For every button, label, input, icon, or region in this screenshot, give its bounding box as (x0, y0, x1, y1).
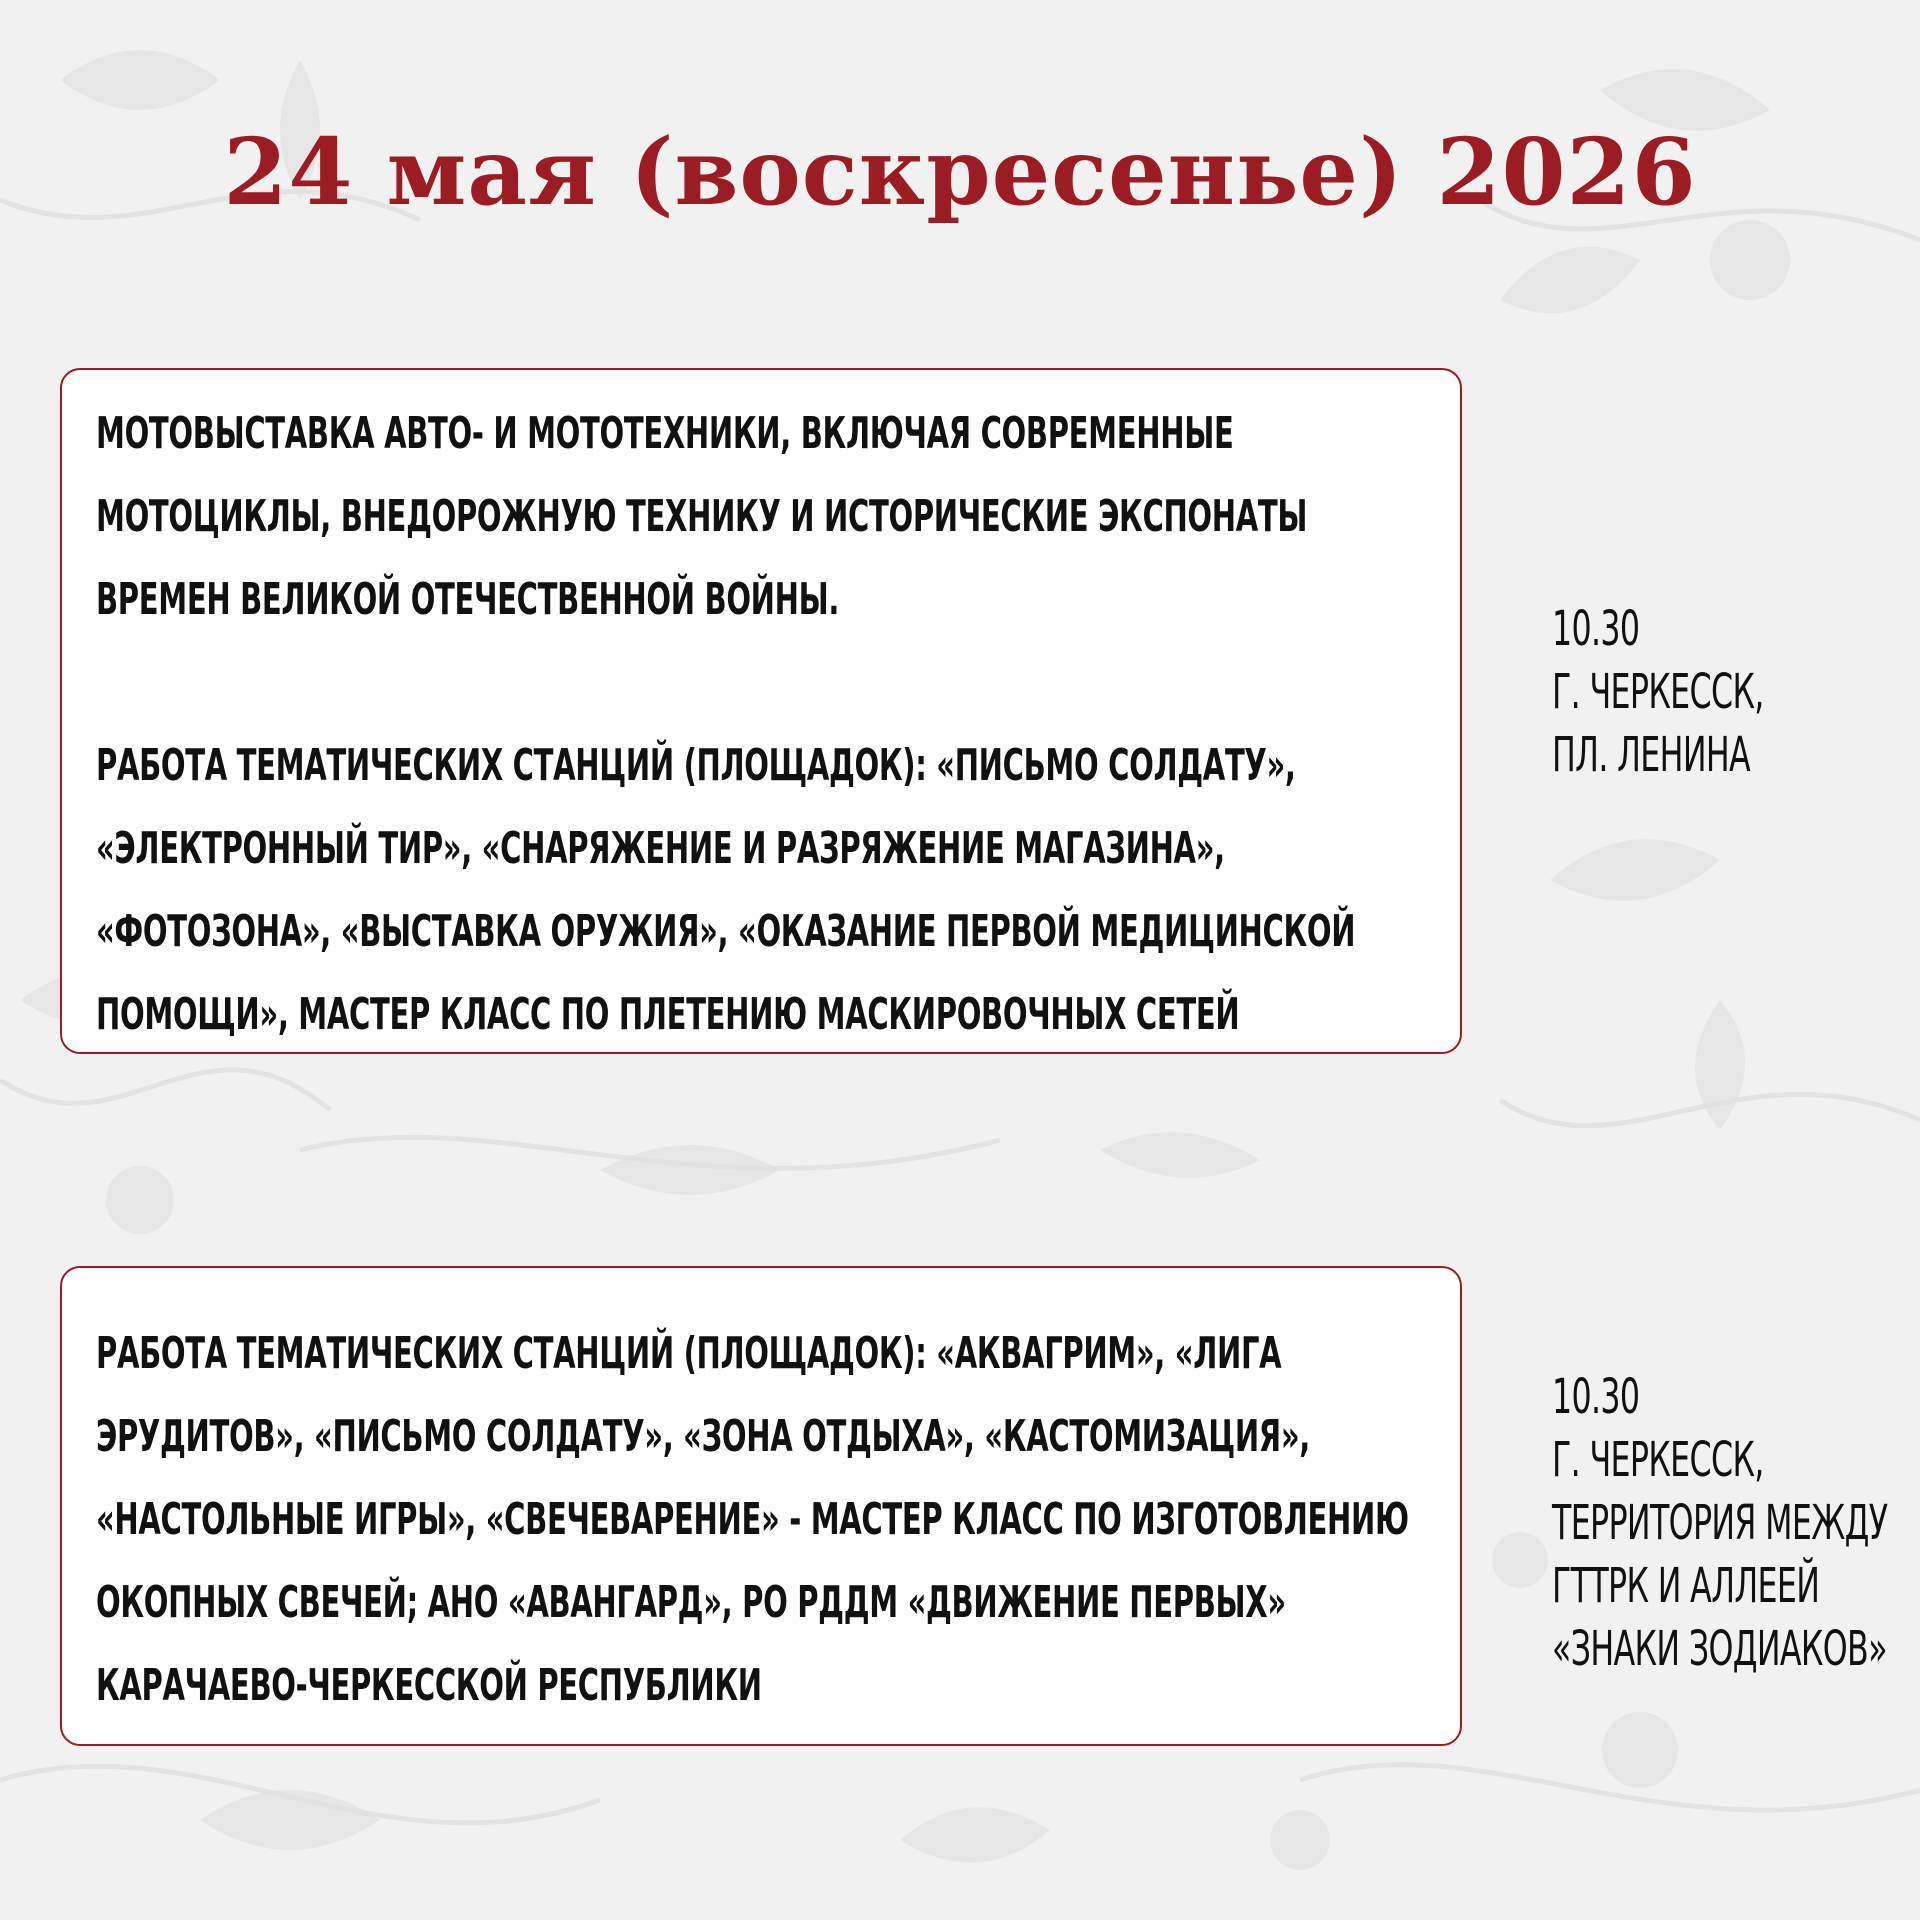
page-title: 24 мая (воскресенье) 2026 (223, 118, 1697, 226)
event-2-info (1552, 1366, 1908, 1681)
event-2-description-1: РАБОТА ТЕМАТИЧЕСКИХ СТАНЦИЙ (ПЛОЩАДОК): «АКВАГРИМ», «ЛИГА ЭРУДИТОВ», «ПИСЬМО СОЛДАТУ», «ЗОНА ОТДЫХА», «КАСТОМИЗАЦИЯ», «НАСТОЛЬНЫЕ ИГРЫ», «СВЕЧЕВАРЕНИЕ» - МАСТЕР КЛАСС ПО ИЗГОТОВЛЕНИЮ ОКОПНЫХ СВЕЧЕЙ; АНО «АВАНГАРД», РО РДДМ «ДВИЖЕНИЕ ПЕРВЫХ» КАРАЧАЕВО-ЧЕРКЕССКОЙ РЕСПУБЛИКИ (96, 1328, 1409, 1711)
event-1-time: 10.30 (1552, 601, 1640, 657)
event-card-1 (60, 368, 1462, 1054)
event-2-location-line: ТЕРРИТОРИЯ МЕЖДУ (1552, 1495, 1888, 1551)
event-1-description-1: МОТОВЫСТАВКА АВТО- И МОТОТЕХНИКИ, ВКЛЮЧАЯ СОВРЕМЕННЫЕ МОТОЦИКЛЫ, ВНЕДОРОЖНУЮ ТЕХНИКУ И ИСТОРИЧЕСКИЕ ЭКСПОНАТЫ ВРЕМЕН ВЕЛИКОЙ ОТЕЧЕСТВЕННОЙ ВОЙНЫ. (96, 408, 1308, 625)
event-2-time: 10.30 (1552, 1369, 1640, 1425)
event-2-location-line: ГТТРК И АЛЛЕЕЙ (1552, 1558, 1820, 1614)
event-2-location-line: Г. ЧЕРКЕССК, (1552, 1432, 1764, 1488)
event-1-location-line: Г. ЧЕРКЕССК, (1552, 664, 1764, 720)
event-2-location-line: «ЗНАКИ ЗОДИАКОВ» (1552, 1621, 1887, 1677)
event-1-location-line: ПЛ. ЛЕНИНА (1552, 727, 1751, 783)
event-1-description-2: РАБОТА ТЕМАТИЧЕСКИХ СТАНЦИЙ (ПЛОЩАДОК): «ПИСЬМО СОЛДАТУ», «ЭЛЕКТРОННЫЙ ТИР», «СНАРЯЖЕНИЕ И РАЗРЯЖЕНИЕ МАГАЗИНА», «ФОТОЗОНА», «ВЫСТАВКА ОРУЖИЯ», «ОКАЗАНИЕ ПЕРВОЙ МЕДИЦИНСКОЙ ПОМОЩИ», МАСТЕР КЛАСС ПО ПЛЕТЕНИЮ МАСКИРОВОЧНЫХ СЕТЕЙ (96, 740, 1356, 1040)
event-1-info (1552, 598, 1908, 787)
event-card-2 (60, 1266, 1462, 1746)
